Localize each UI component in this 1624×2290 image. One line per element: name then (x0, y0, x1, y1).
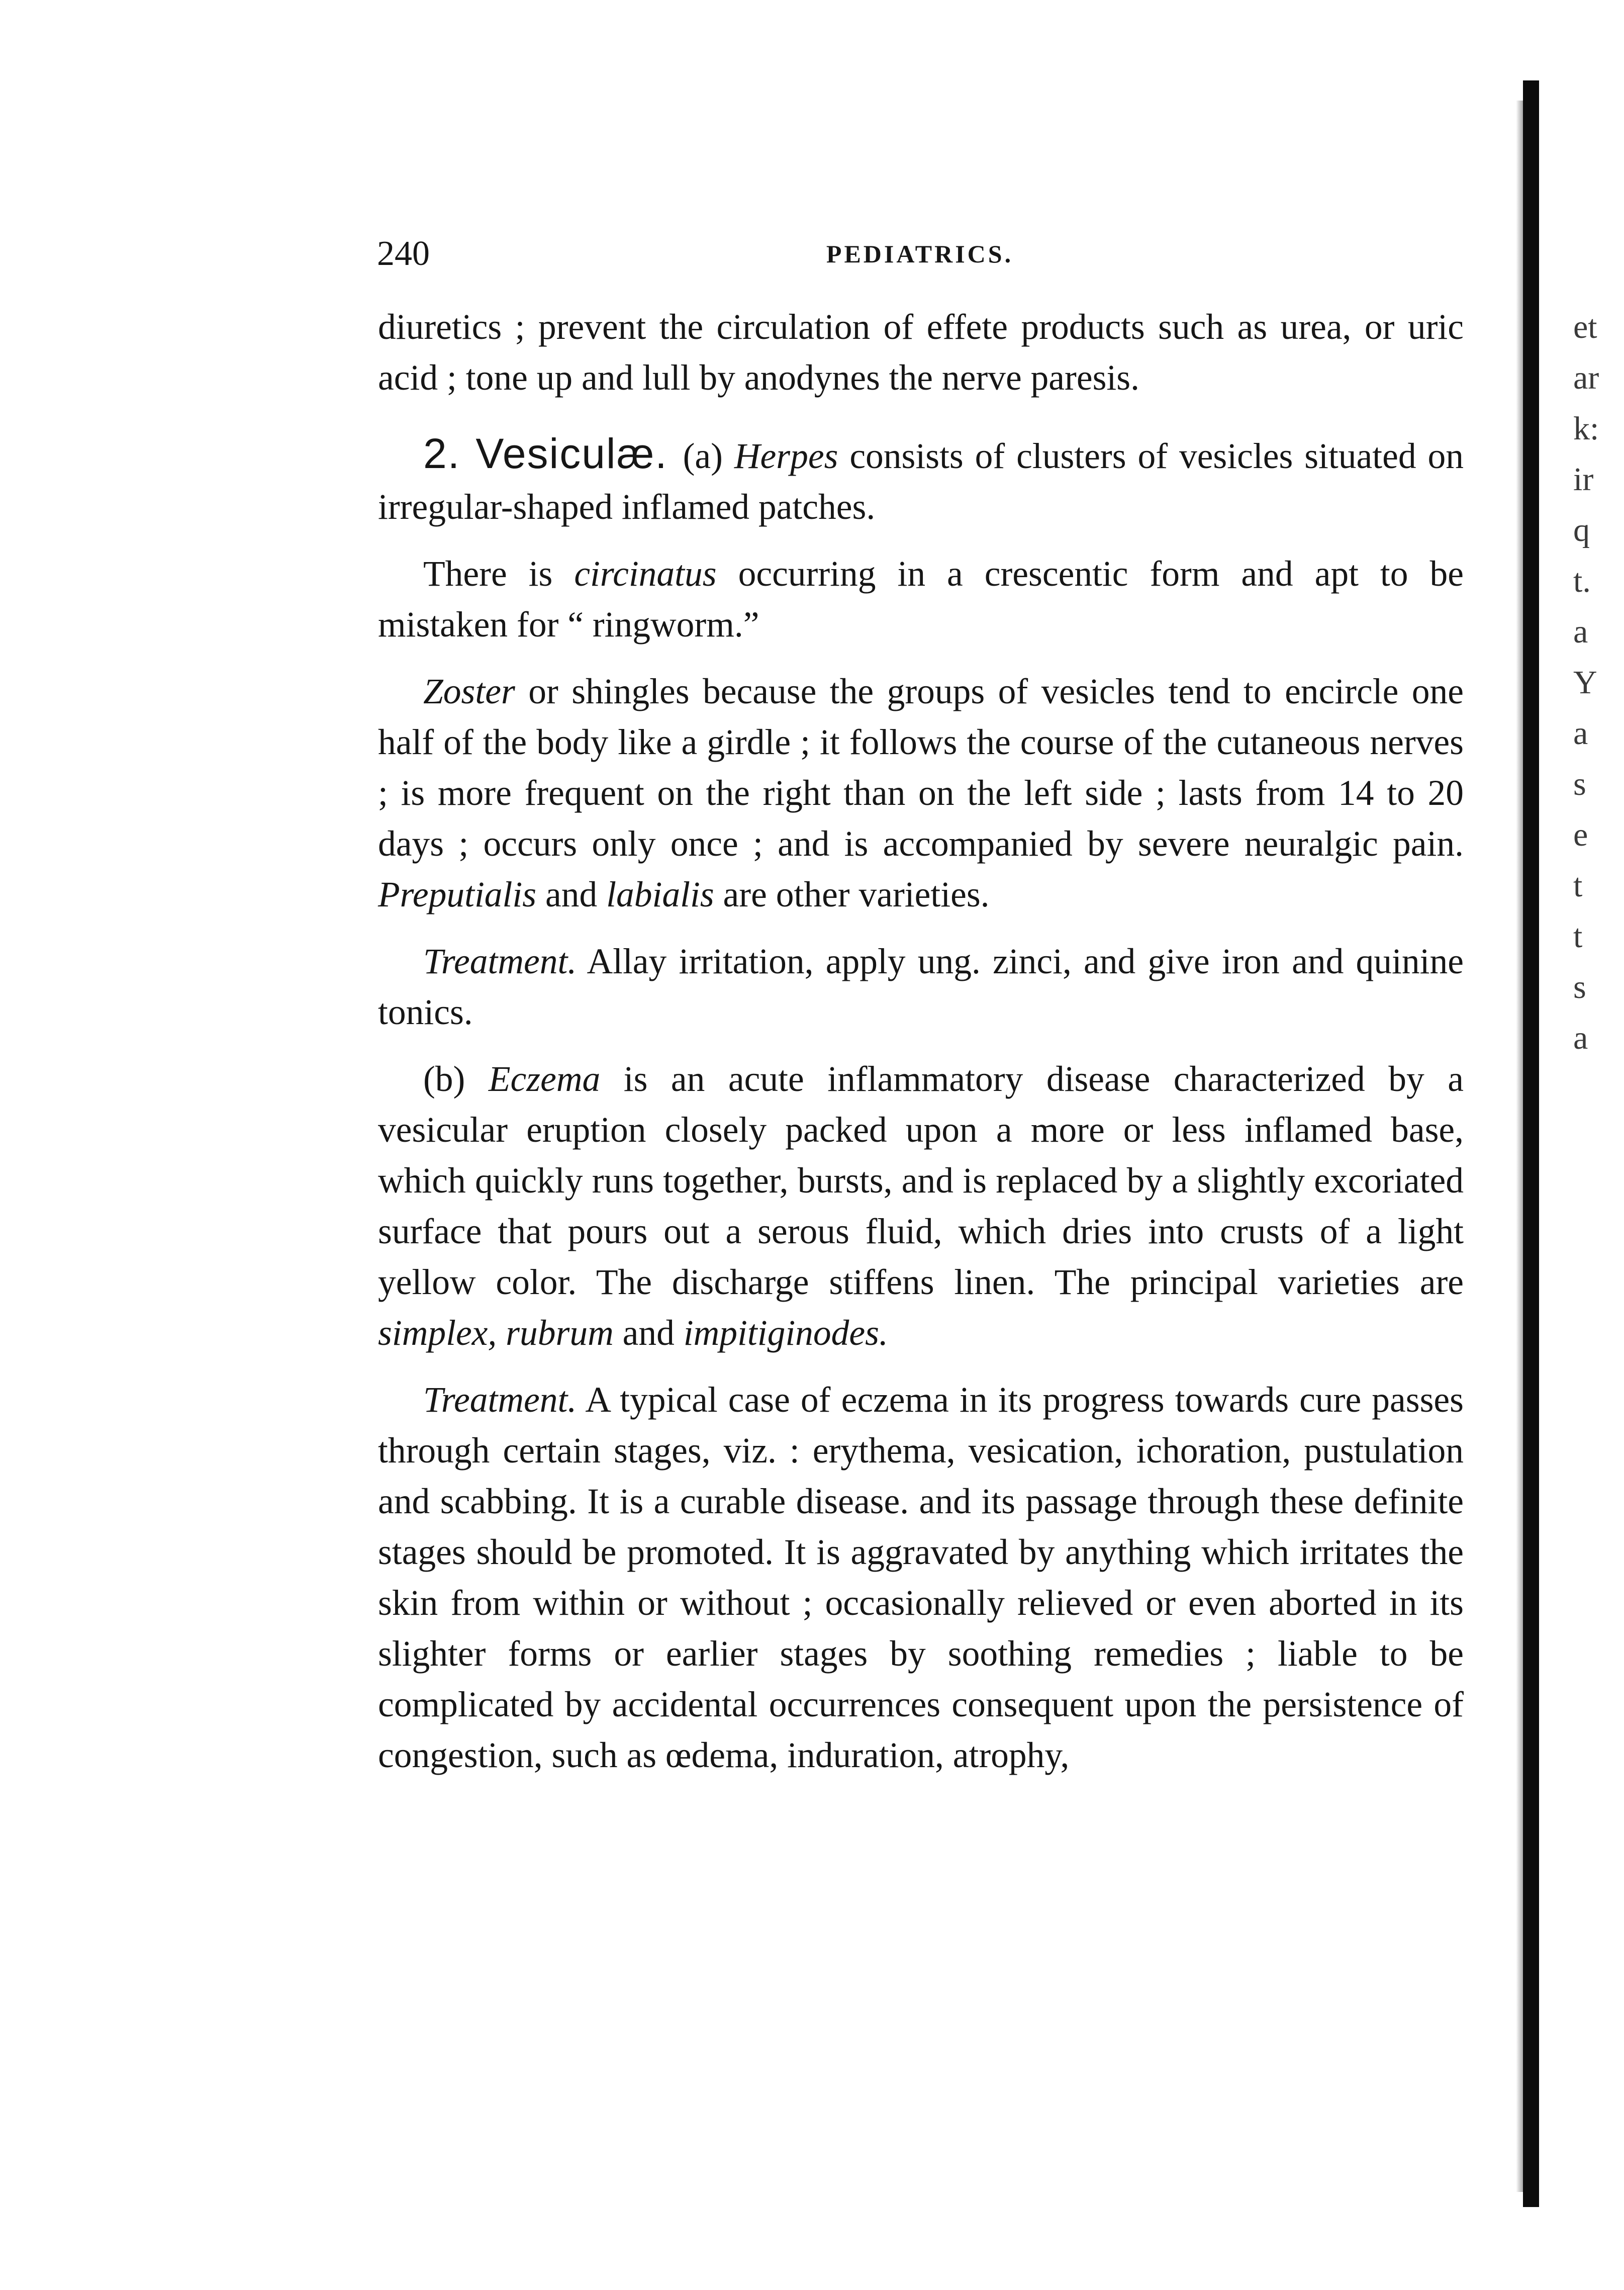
running-title: PEDIATRICS. (826, 240, 1014, 268)
edge-fragment: q (1573, 512, 1590, 548)
paragraph-text: There is (423, 554, 575, 594)
paragraph-text: A typical case of eczema in its progress towards cure passes through certain stages, viz. : erythema, vesication, ichoration, pustulation and scabbing. It is a curable disease. and its passage through these definite stages should be promoted. It is aggravated by anything which irritates the skin from within or without ; occasionally relieved or even aborted in its slighter forms or earlier stages by soothing remedies ; liable to be complicated by accidental occurrences consequent upon the persistence of congestion, such as œdema, induration, atrophy, (378, 1380, 1464, 1775)
term-zoster: Zoster (423, 672, 515, 711)
edge-fragment: t. (1573, 563, 1591, 599)
paragraph-text (497, 1313, 506, 1353)
edge-fragment: t (1573, 867, 1583, 904)
edge-fragment: et (1573, 309, 1597, 345)
section-heading (423, 430, 683, 477)
variety-rubrum: rubrum (506, 1313, 614, 1353)
body-text (378, 302, 1464, 1781)
edge-fragment: k: (1573, 410, 1599, 447)
subsection-marker: (b) (423, 1059, 465, 1099)
paragraph-text: or shingles because the groups of vesicles tend to encircle one half of the body like a girdle ; it follows the course of the cutaneous nerves ; is more frequent on the right than on the left side ; lasts from 14 to 20 days ; occurs only once ; and is accompanied by severe neuralgic pain. (378, 672, 1464, 864)
paragraph-text: occurring in a crescentic form and apt to be mistaken for “ ringworm.” (378, 554, 1464, 645)
term-herpes: Herpes (734, 436, 838, 476)
page-number: 240 (377, 234, 430, 273)
term-labialis: labialis (606, 875, 714, 914)
page-edge-bar (1523, 80, 1539, 2207)
treatment-label: Treatment. (423, 1380, 577, 1420)
subsection-marker: (a) (683, 436, 723, 476)
variety-simplex: simplex, (378, 1313, 497, 1353)
paragraph-treatment-eczema (378, 1375, 1464, 1781)
paragraph-text: are other varieties. (714, 875, 990, 914)
paragraph-treatment-herpes (378, 936, 1464, 1038)
paragraph-text: is an acute inflammatory disease characterized by a vesicular eruption closely packed upon a more or less inflamed base, which quickly runs together, bursts, and is replaced by a slightly excoriated surface that pours out a serous fluid, which dries into crusts of a light yellow color. The discharge stiffens linen. The principal varieties are (378, 1059, 1464, 1302)
edge-fragment: ir (1573, 461, 1594, 498)
paragraph-text: diuretics ; prevent the circulation of effete products such as urea, or uric acid ; tone up and lull by anodynes the nerve paresis. (378, 307, 1464, 398)
section-heading-text: 2. Vesiculæ. (423, 430, 668, 477)
treatment-label: Treatment. (423, 942, 577, 981)
next-page-edge-fragments (1573, 302, 1623, 1063)
paragraph-zoster (378, 666, 1464, 920)
term-eczema: Eczema (488, 1059, 601, 1099)
edge-fragment: a (1573, 1020, 1588, 1056)
edge-fragment: Y (1573, 664, 1597, 701)
edge-fragment: e (1573, 816, 1588, 853)
edge-fragment: s (1573, 969, 1586, 1005)
edge-fragment: a (1573, 613, 1588, 650)
paragraph-diuretics (378, 302, 1464, 403)
variety-impitiginodes: impitiginodes. (683, 1313, 888, 1353)
edge-fragment: t (1573, 918, 1583, 955)
term-preputialis: Preputialis (378, 875, 537, 914)
edge-fragment: ar (1573, 359, 1599, 396)
paragraph-text: Allay irritation, apply ung. zinci, and give iron and quinine tonics. (378, 942, 1464, 1032)
page-gutter-shadow (1516, 101, 1523, 2192)
paragraph-vesiculae (378, 428, 1464, 532)
paragraph-text: and (536, 875, 607, 914)
paragraph-text: consists of clusters of vesicles situated on irregular-shaped inflamed patches. (378, 436, 1464, 527)
paragraph-eczema (378, 1054, 1464, 1358)
edge-fragment: s (1573, 766, 1586, 802)
term-circinatus: circinatus (574, 554, 717, 594)
edge-fragment: a (1573, 715, 1588, 752)
paragraph-text: and (613, 1313, 684, 1353)
running-header (377, 229, 1463, 279)
paragraph-circinatus (378, 548, 1464, 650)
